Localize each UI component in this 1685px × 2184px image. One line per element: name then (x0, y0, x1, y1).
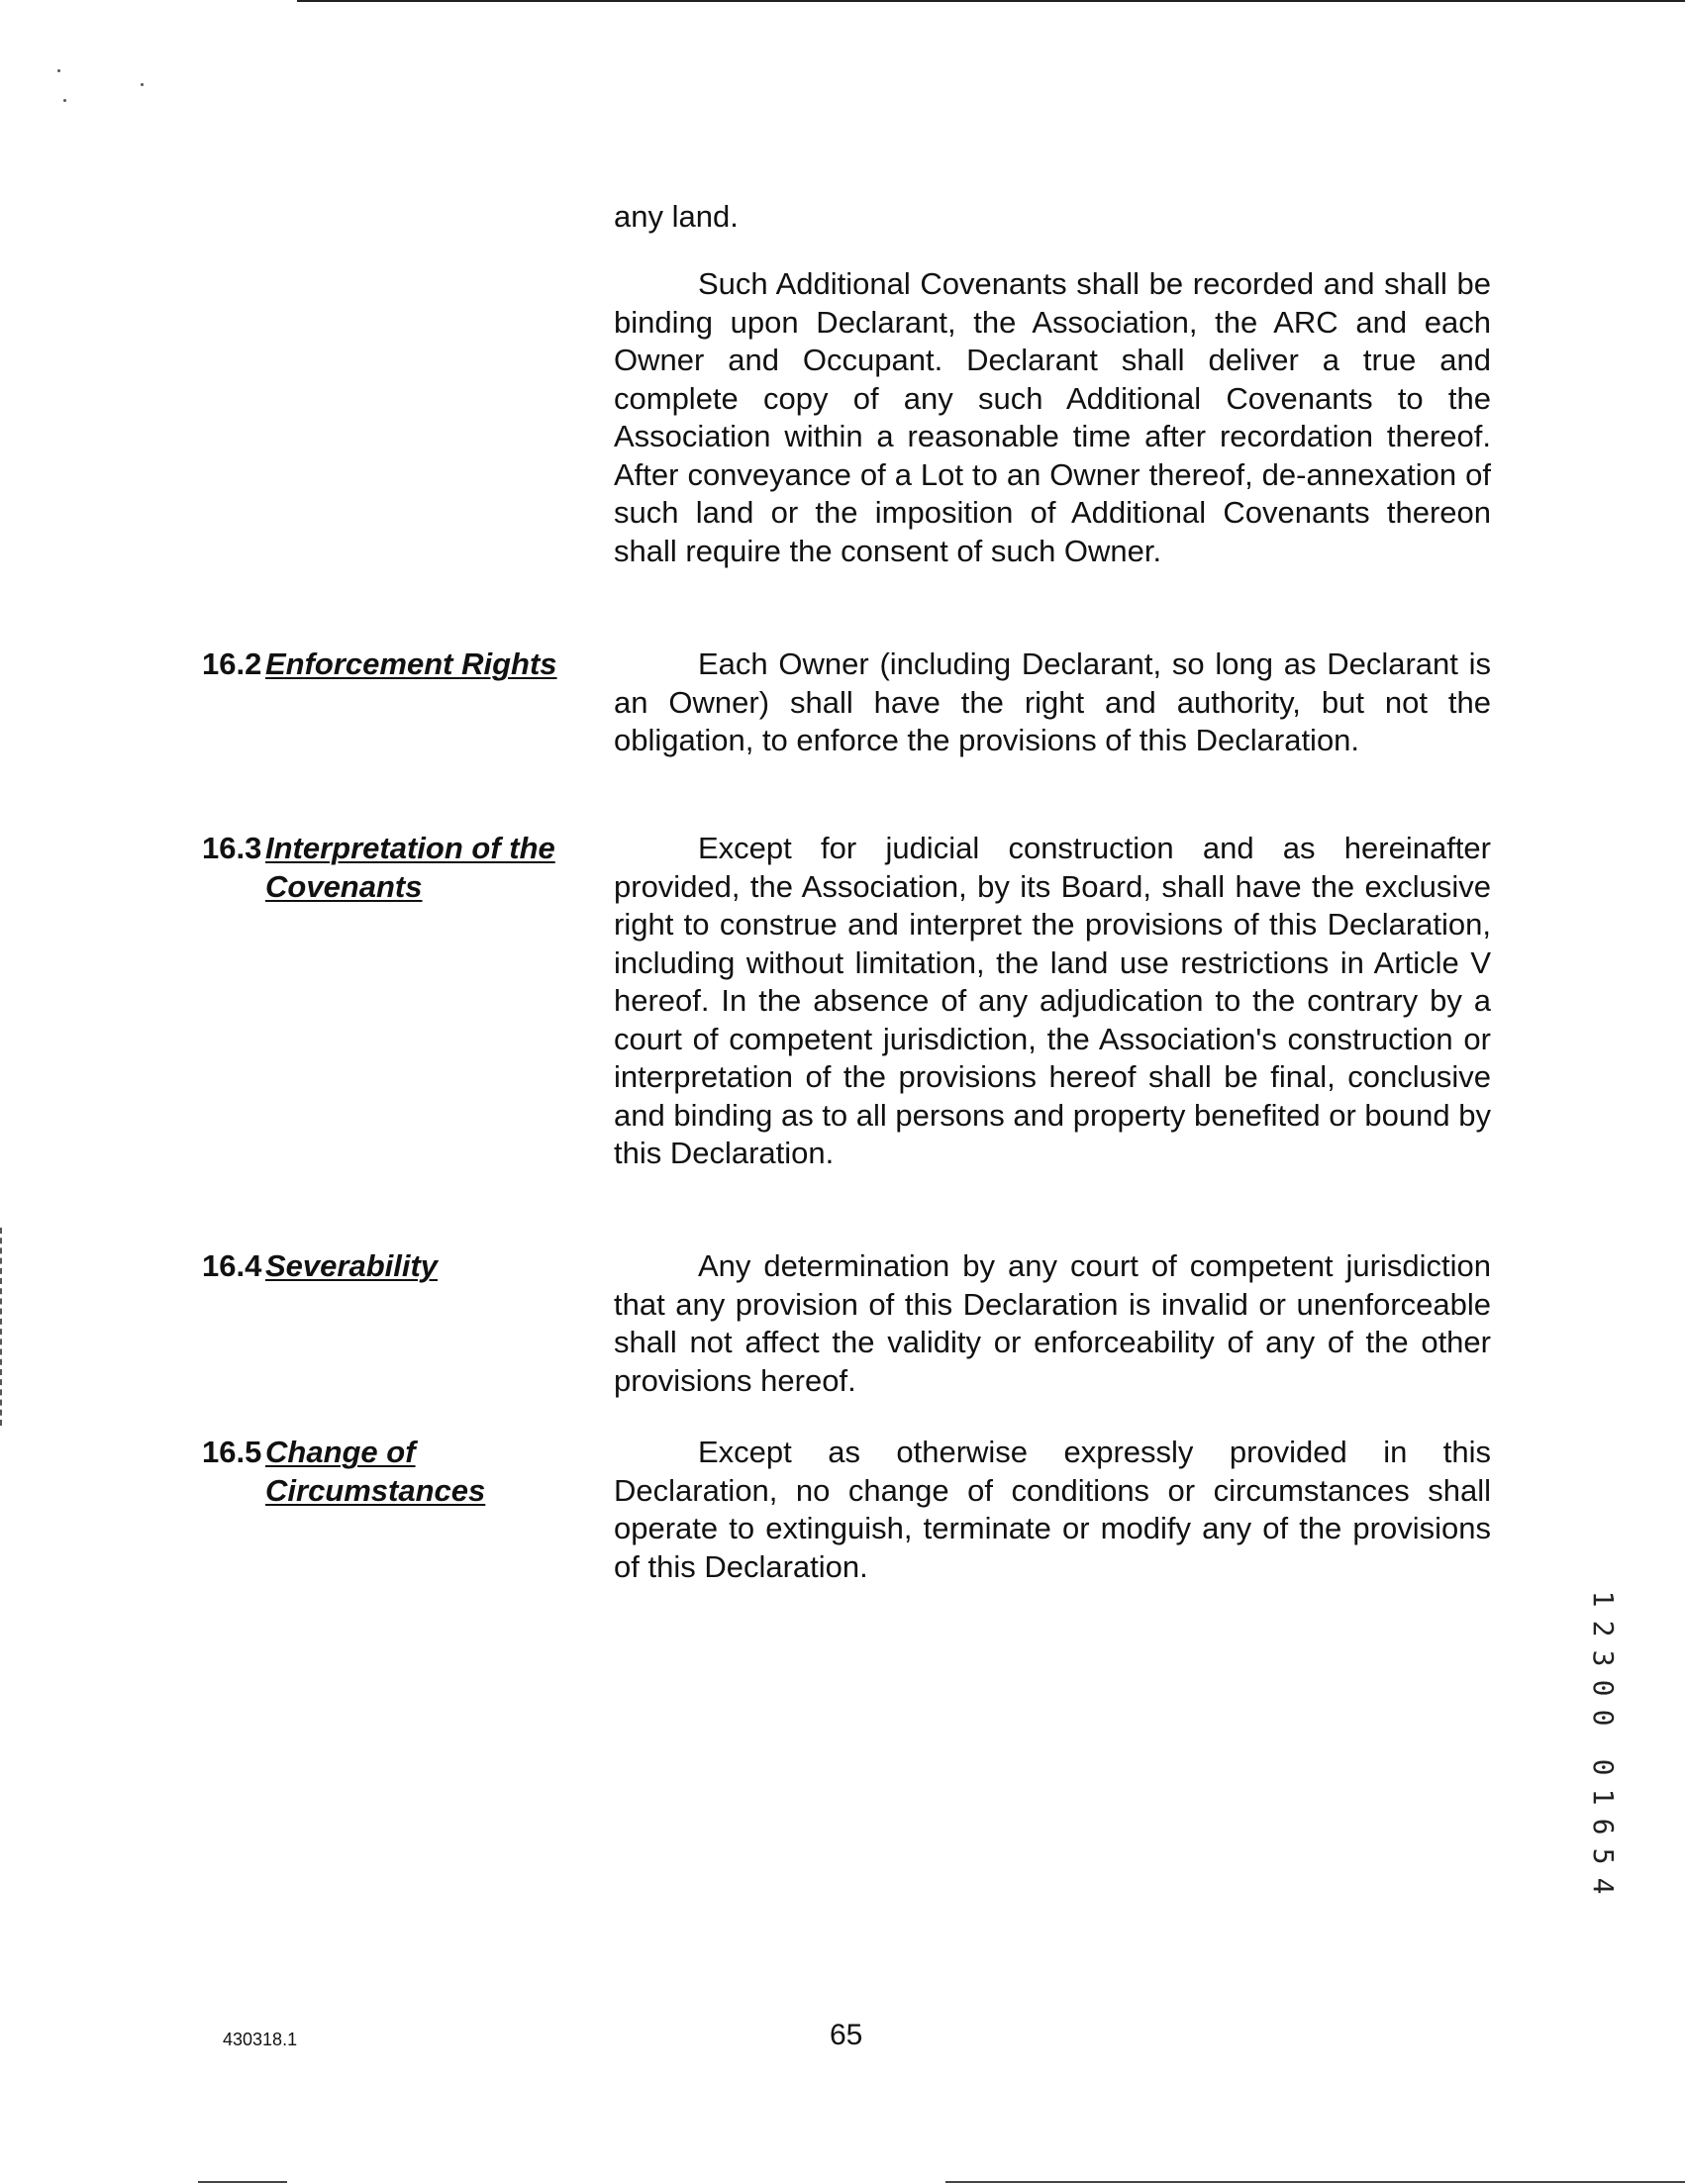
section-heading-16-4 (202, 1247, 438, 1286)
scan-speck (57, 69, 60, 72)
bates-digit: 6 (1587, 1818, 1620, 1836)
scan-border-bottom-left (198, 2181, 287, 2183)
scan-speck (63, 99, 66, 102)
section-title-line2: Covenants (265, 868, 423, 904)
scan-edge-mark (0, 1228, 4, 1426)
bates-digit: 3 (1587, 1649, 1620, 1667)
scan-border-bottom-right (945, 2181, 1685, 2183)
section-heading-16-2 (202, 645, 557, 684)
section-title: Severability (265, 1248, 439, 1283)
section-title: Enforcement Rights (265, 646, 557, 681)
section-body-16-3: Except for judicial construction and as hereinafter provided, the Association, by its Board, shall have the exclusive right to construe and interpret the provisions of this Declaration, including without limitation, the land use restrictions in Article V hereof. In the absence of any adjudication to the contrary by a court of competent jurisdiction, the Association's construction or interpretation of the provisions hereof shall be final, conclusive and binding as to all persons and property benefited or bound by this Declaration. (614, 831, 1491, 1170)
section-body-16-5: Except as otherwise expressly provided in this Declaration, no change of conditions or circumstances shall operate to extinguish, terminate or modify any of the provisions of this Declaration. (614, 1435, 1491, 1584)
section-title: Interpretation of the (265, 831, 555, 865)
scan-border-top (297, 0, 1685, 2)
continuation-paragraph: Such Additional Covenants shall be recorded and shall be binding upon Declarant, the Association, the ARC and each Owner and Occupant. Declarant shall deliver a true and complete copy of any such Additional Covenants to the Association within a reasonable time after recordation thereof. After conveyance of a Lot to an Owner thereof, de-annexation of such land or the imposition of Additional Covenants thereon shall require the consent of such Owner. (614, 266, 1491, 568)
bates-digit: 1 (1587, 1788, 1620, 1806)
section-body-16-4: Any determination by any court of competent jurisdiction that any provision of this Declaration is invalid or unenforceable shall not affect the validity or enforceability of any of the other provisions hereof. (614, 1248, 1491, 1398)
bates-digit: 1 (1587, 1590, 1620, 1608)
bates-digit: 0 (1587, 1758, 1620, 1776)
bates-digit: 4 (1587, 1877, 1620, 1895)
bates-stamp (1588, 1584, 1618, 1901)
document-id: 430318.1 (223, 2030, 298, 2049)
section-body-16-2: Each Owner (including Declarant, so long as Declarant is an Owner) shall have the right and authority, but not the obligation, to enforce the provisions of this Declaration. (614, 646, 1491, 757)
bates-digit: 0 (1587, 1679, 1620, 1697)
bates-digit: 0 (1587, 1709, 1620, 1727)
continuation-text: any land. (614, 199, 739, 234)
bates-gap (1588, 1733, 1618, 1752)
page-number: 65 (830, 2019, 863, 2051)
section-heading-16-3 (202, 830, 555, 906)
section-title: Change of (265, 1435, 416, 1469)
section-number: 16.3 (202, 831, 262, 865)
scan-speck (141, 83, 144, 86)
section-number: 16.4 (202, 1248, 262, 1283)
section-heading-16-5 (202, 1434, 485, 1510)
section-title-line2: Circumstances (265, 1472, 486, 1508)
section-number: 16.2 (202, 646, 262, 681)
section-number: 16.5 (202, 1435, 262, 1469)
bates-digit: 2 (1587, 1620, 1620, 1638)
bates-digit: 5 (1587, 1847, 1620, 1865)
